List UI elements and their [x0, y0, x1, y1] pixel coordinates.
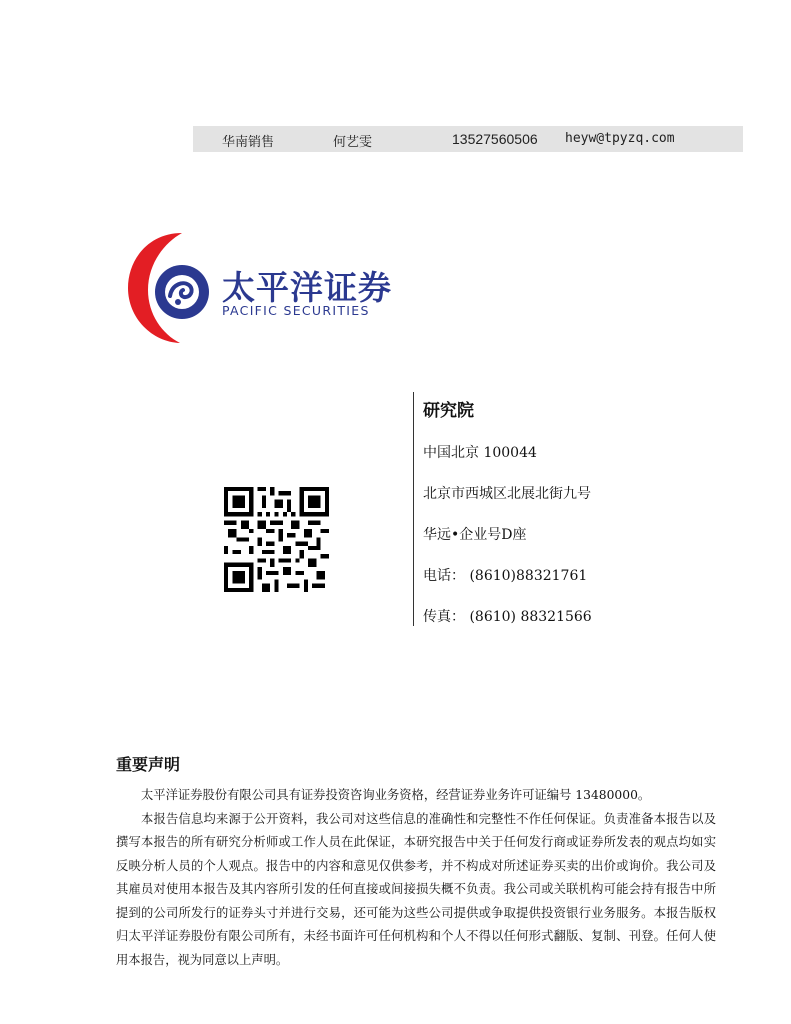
company-logo	[126, 230, 396, 345]
address-phone: 电话： (8610)88321761	[423, 568, 588, 584]
logo-name-cn: 太平洋证券	[222, 268, 392, 307]
contact-name: 何艺雯	[333, 135, 373, 150]
contact-region: 华南销售	[222, 135, 275, 150]
statement-paragraph: 太平洋证券股份有限公司具有证券投资咨询业务资格，经营证券业务许可证编号 13480000。	[141, 788, 651, 802]
contact-phone: 13527560506	[452, 131, 538, 147]
address-line-building: 华远•企业号D座	[423, 527, 527, 543]
sales-contact-bar	[193, 126, 743, 152]
address-fax: 传真： (8610) 88321566	[423, 609, 592, 625]
research-institute-address	[413, 392, 674, 626]
address-line-street: 北京市西城区北展北街九号	[423, 486, 591, 502]
qr-code-icon	[221, 487, 332, 592]
logo-emblem-icon	[126, 230, 221, 345]
contact-email[interactable]: heyw@tpyzq.com	[565, 131, 675, 146]
statement-title: 重要声明	[116, 755, 181, 774]
address-line-city: 中国北京 100044	[423, 445, 537, 461]
address-title: 研究院	[423, 401, 474, 421]
statement-paragraph: 本报告信息均来源于公开资料，我公司对这些信息的准确性和完整性不作任何保证。负责准备本报告以及撰写本报告的所有研究分析师或工作人员在此保证，本研究报告中关于任何发行商或证券所发表的观点均如实反映分析人员的个人观点。报告中的内容和意见仅供参考，并不构成对所述证券买卖的出价或询价。我公司及其雇员对使用本报告及其内容所引发的任何直接或间接损失概不负责。我公司或关联机构可能会持有报告中所提到的公司所发行的证券头寸并进行交易，还可能为这些公司提供或争取提供投资银行业务服务。本报告版权归太平洋证券股份有限公司所有，未经书面许可任何机构和个人不得以任何形式翻版、复制、刊登。任何人使用本报告，视为同意以上声明。	[116, 811, 716, 967]
logo-name-en: PACIFIC SECURITIES	[222, 303, 370, 318]
statement-body	[116, 784, 716, 972]
